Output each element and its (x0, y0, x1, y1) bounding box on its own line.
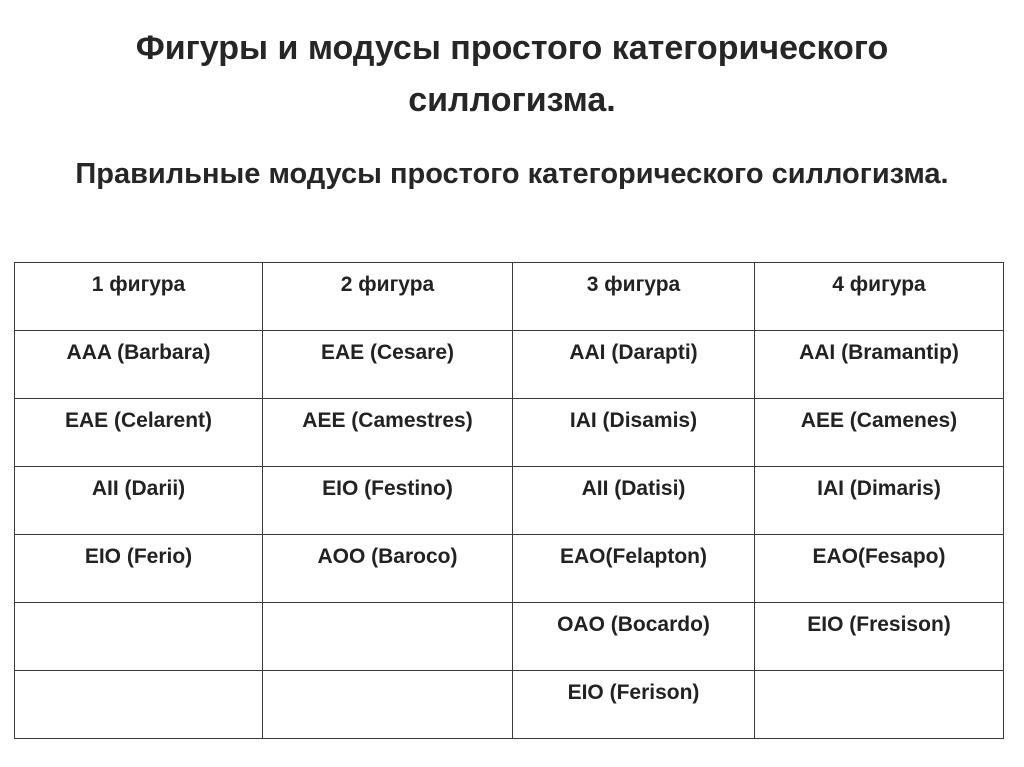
table-cell: EIO (Fresison) (755, 603, 1004, 671)
table-cell: IAI (Dimaris) (755, 467, 1004, 535)
table-cell: EIO (Festino) (263, 467, 513, 535)
page-title: Фигуры и модусы простого категорического силлогизма. (135, 29, 889, 119)
table-row (15, 467, 1004, 535)
table-cell: AAI (Darapti) (513, 331, 755, 399)
table-cell (263, 603, 513, 671)
table-cell: EAO(Fesapo) (755, 535, 1004, 603)
table-cell: AII (Datisi) (513, 467, 755, 535)
header-figure-4: 4 фигура (755, 263, 1004, 331)
table-row (15, 399, 1004, 467)
table-cell: EAE (Cesare) (263, 331, 513, 399)
header-figure-1: 1 фигура (15, 263, 263, 331)
table-cell: AEE (Camenes) (755, 399, 1004, 467)
table-row (15, 331, 1004, 399)
table-cell: AII (Darii) (15, 467, 263, 535)
table-row (15, 603, 1004, 671)
page-subtitle: Правильные модусы простого категорического силлогизма. (75, 158, 949, 190)
table-cell: OAO (Bocardo) (513, 603, 755, 671)
header-figure-3: 3 фигура (513, 263, 755, 331)
table-cell: EAE (Celarent) (15, 399, 263, 467)
syllogism-modes-table (14, 262, 1004, 739)
table-cell: AAI (Bramantip) (755, 331, 1004, 399)
table-cell (15, 671, 263, 739)
table-cell: AOO (Baroco) (263, 535, 513, 603)
table-cell (263, 671, 513, 739)
table-header-row (15, 263, 1004, 331)
table-cell: IAI (Disamis) (513, 399, 755, 467)
table-cell: EAO(Felapton) (513, 535, 755, 603)
table-cell: EIO (Ferison) (513, 671, 755, 739)
table-cell: AEE (Camestres) (263, 399, 513, 467)
header-figure-2: 2 фигура (263, 263, 513, 331)
table-cell (15, 603, 263, 671)
table-cell: AAA (Barbara) (15, 331, 263, 399)
table-row (15, 671, 1004, 739)
table-cell: EIO (Ferio) (15, 535, 263, 603)
table-row (15, 535, 1004, 603)
table-cell (755, 671, 1004, 739)
